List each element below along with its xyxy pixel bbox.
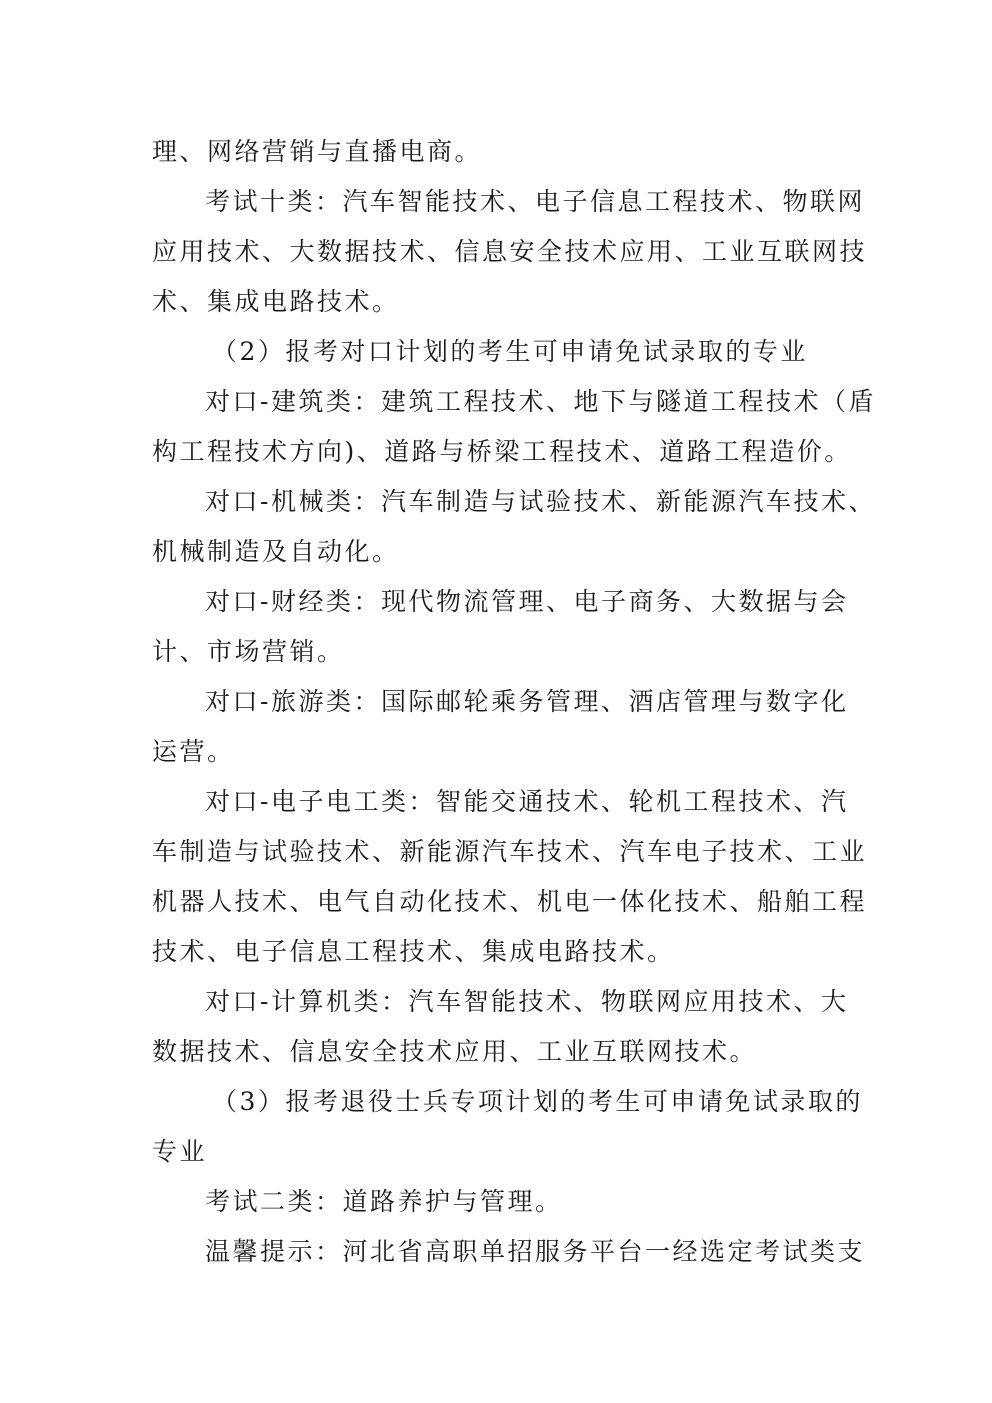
text-line: 对口-电子电工类：智能交通技术、轮机工程技术、汽 [205, 787, 849, 816]
text-line: 技术、电子信息工程技术、集成电路技术。 [152, 937, 675, 966]
text-line: 车制造与试验技术、新能源汽车技术、汽车电子技术、工业 [152, 837, 868, 866]
text-line: 考试二类：道路养护与管理。 [205, 1187, 563, 1216]
text-line: 对口-建筑类：建筑工程技术、地下与隧道工程技术（盾 [205, 387, 876, 416]
text-line: 运营。 [152, 737, 235, 766]
text-line: 对口-旅游类：国际邮轮乘务管理、酒店管理与数字化 [205, 687, 849, 716]
text-line: 理、网络营销与直播电商。 [152, 137, 483, 166]
text-line: 考试十类：汽车智能技术、电子信息工程技术、物联网 [205, 187, 866, 216]
text-line: 术、集成电路技术。 [152, 287, 400, 316]
text-line: 计、市场营销。 [152, 637, 345, 666]
section-heading: （3）报考退役士兵专项计划的考生可申请免试录取的 [212, 1087, 863, 1116]
text-line: 温馨提示：河北省高职单招服务平台一经选定考试类支 [205, 1237, 866, 1266]
text-line: 对口-机械类：汽车制造与试验技术、新能源汽车技术、 [205, 487, 876, 516]
text-line: 数据技术、信息安全技术应用、工业互联网技术。 [152, 1037, 758, 1066]
section-heading: （2）报考对口计划的考生可申请免试录取的专业 [212, 337, 808, 366]
text-line: 对口-计算机类：汽车智能技术、物联网应用技术、大 [205, 987, 849, 1016]
text-line: 机械制造及自动化。 [152, 537, 400, 566]
text-line: 构工程技术方向)、道路与桥梁工程技术、道路工程造价。 [152, 437, 852, 466]
text-line: 专业 [152, 1137, 208, 1166]
text-line: 机器人技术、电气自动化技术、机电一体化技术、船舶工程 [152, 887, 868, 916]
text-line: 对口-财经类：现代物流管理、电子商务、大数据与会 [205, 587, 849, 616]
text-line: 应用技术、大数据技术、信息安全技术应用、工业互联网技 [152, 237, 868, 266]
